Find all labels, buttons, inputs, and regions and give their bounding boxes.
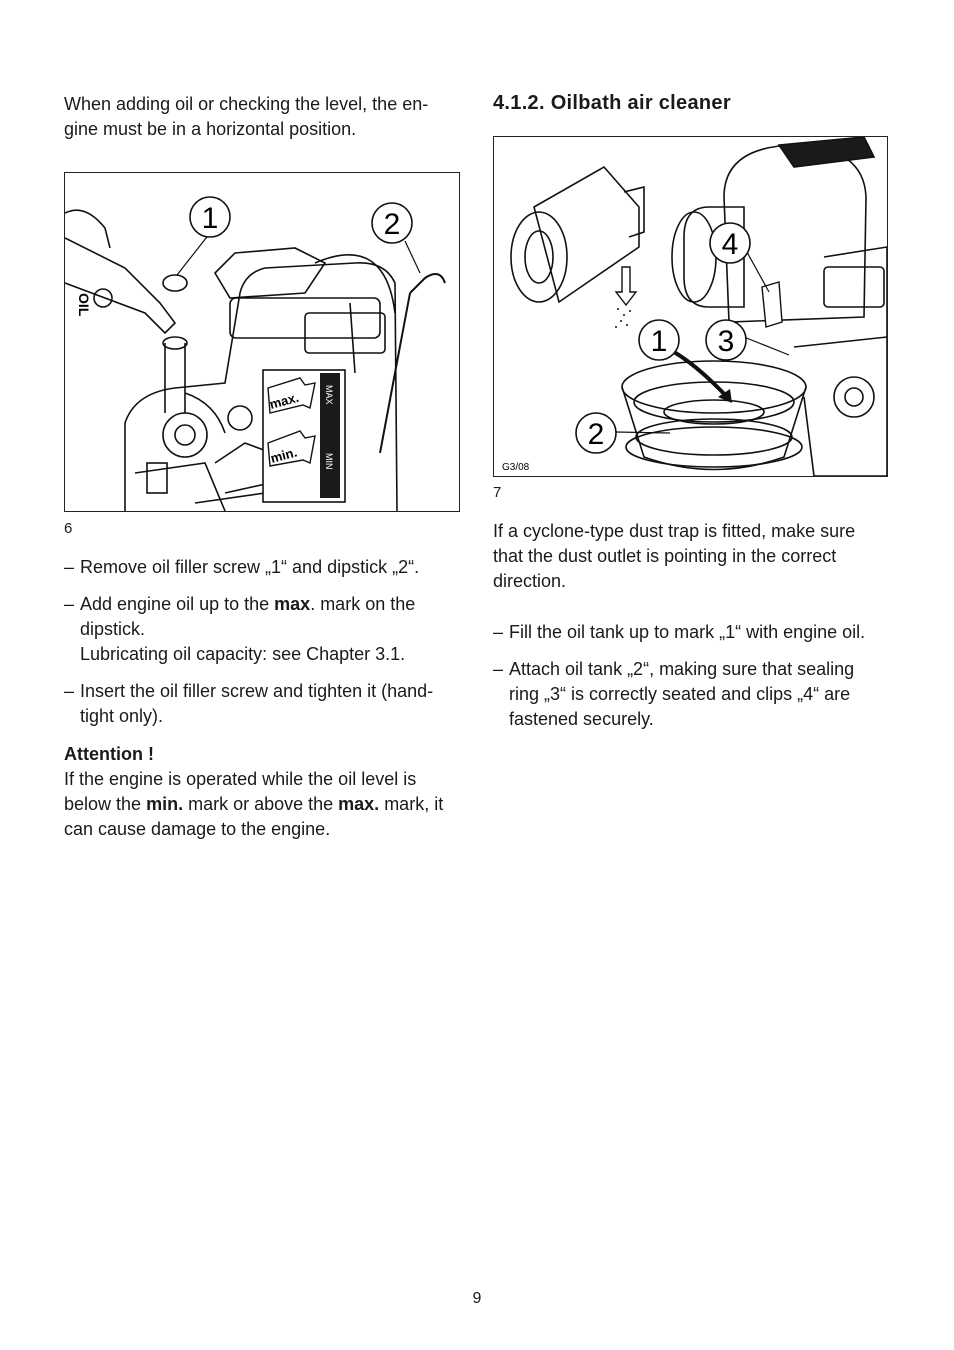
attention-title: Attention ! xyxy=(64,744,154,764)
right-steps xyxy=(493,620,889,744)
figure-7-number: 7 xyxy=(493,484,502,501)
air-cleaner-illustration xyxy=(494,137,887,476)
left-intro xyxy=(64,92,454,142)
callout-1-leader xyxy=(177,233,210,275)
oil-can-label: OIL xyxy=(76,293,92,317)
left-intro-line-2: gine must be in a horizontal position. xyxy=(64,119,357,139)
dipstick-max-mark: MAX xyxy=(324,385,334,405)
right-step-2: – Attach oil tank „2“, making sure that sealing ring „3“ is correctly seated and clips „4“ are fastened securely. xyxy=(493,659,855,729)
callout-2-label: 2 xyxy=(587,418,605,451)
callout-2-leader xyxy=(616,432,670,433)
dipstick-min-mark: MIN xyxy=(324,453,334,470)
callout-2-label: 2 xyxy=(383,208,401,241)
figure-6-number: 6 xyxy=(64,520,73,537)
figure-7-air-cleaner xyxy=(493,136,888,477)
max-term: max xyxy=(274,594,311,614)
left-intro-line-1: When adding oil or checking the level, the en- xyxy=(64,94,429,114)
left-step-3: – Insert the oil filler screw and tighten it (hand- tight only). xyxy=(64,681,434,726)
engine-oil-illustration xyxy=(65,173,459,511)
dipstick-inset xyxy=(263,370,345,502)
callout-2-leader xyxy=(405,241,420,273)
attention-note xyxy=(64,742,460,842)
oil-filler-screw xyxy=(163,275,187,291)
callout-1-label: 1 xyxy=(650,325,668,358)
figure-6-oil-filling xyxy=(64,172,460,512)
min-label: min. xyxy=(268,444,299,466)
max-label: max. xyxy=(267,389,301,412)
callout-3-label: 3 xyxy=(717,325,735,358)
left-step-2: – Add engine oil up to the max. mark on the dipstick. Lubricating oil capacity: see Chapter 3.1. xyxy=(64,594,416,664)
air-cleaner-housing-drawing xyxy=(511,137,887,476)
page-number: 9 xyxy=(472,1290,482,1307)
right-step-1: – Fill the oil tank up to mark „1“ with engine oil. xyxy=(493,622,866,642)
attention-text: If the engine is operated while the oil level is below the min. mark or above the max. mark, it can cause damage to the engine. xyxy=(64,769,444,839)
left-steps xyxy=(64,555,460,741)
left-step-1: – Remove oil filler screw „1“ and dipstick „2“. xyxy=(64,557,420,577)
dust-particles xyxy=(615,308,631,328)
right-intro: If a cyclone-type dust trap is fitted, make sure that the dust outlet is pointing in the correct direction. xyxy=(493,521,856,591)
callout-3-leader xyxy=(744,337,789,355)
clip-drawing xyxy=(762,282,782,327)
section-heading: 4.1.2. Oilbath air cleaner xyxy=(493,92,731,114)
figure-code: G3/08 xyxy=(502,462,530,473)
dipstick-drawing xyxy=(380,274,445,453)
callout-4-label: 4 xyxy=(721,228,739,261)
callout-1-label: 1 xyxy=(201,202,219,235)
dust-outlet-arrow-icon xyxy=(616,267,636,305)
